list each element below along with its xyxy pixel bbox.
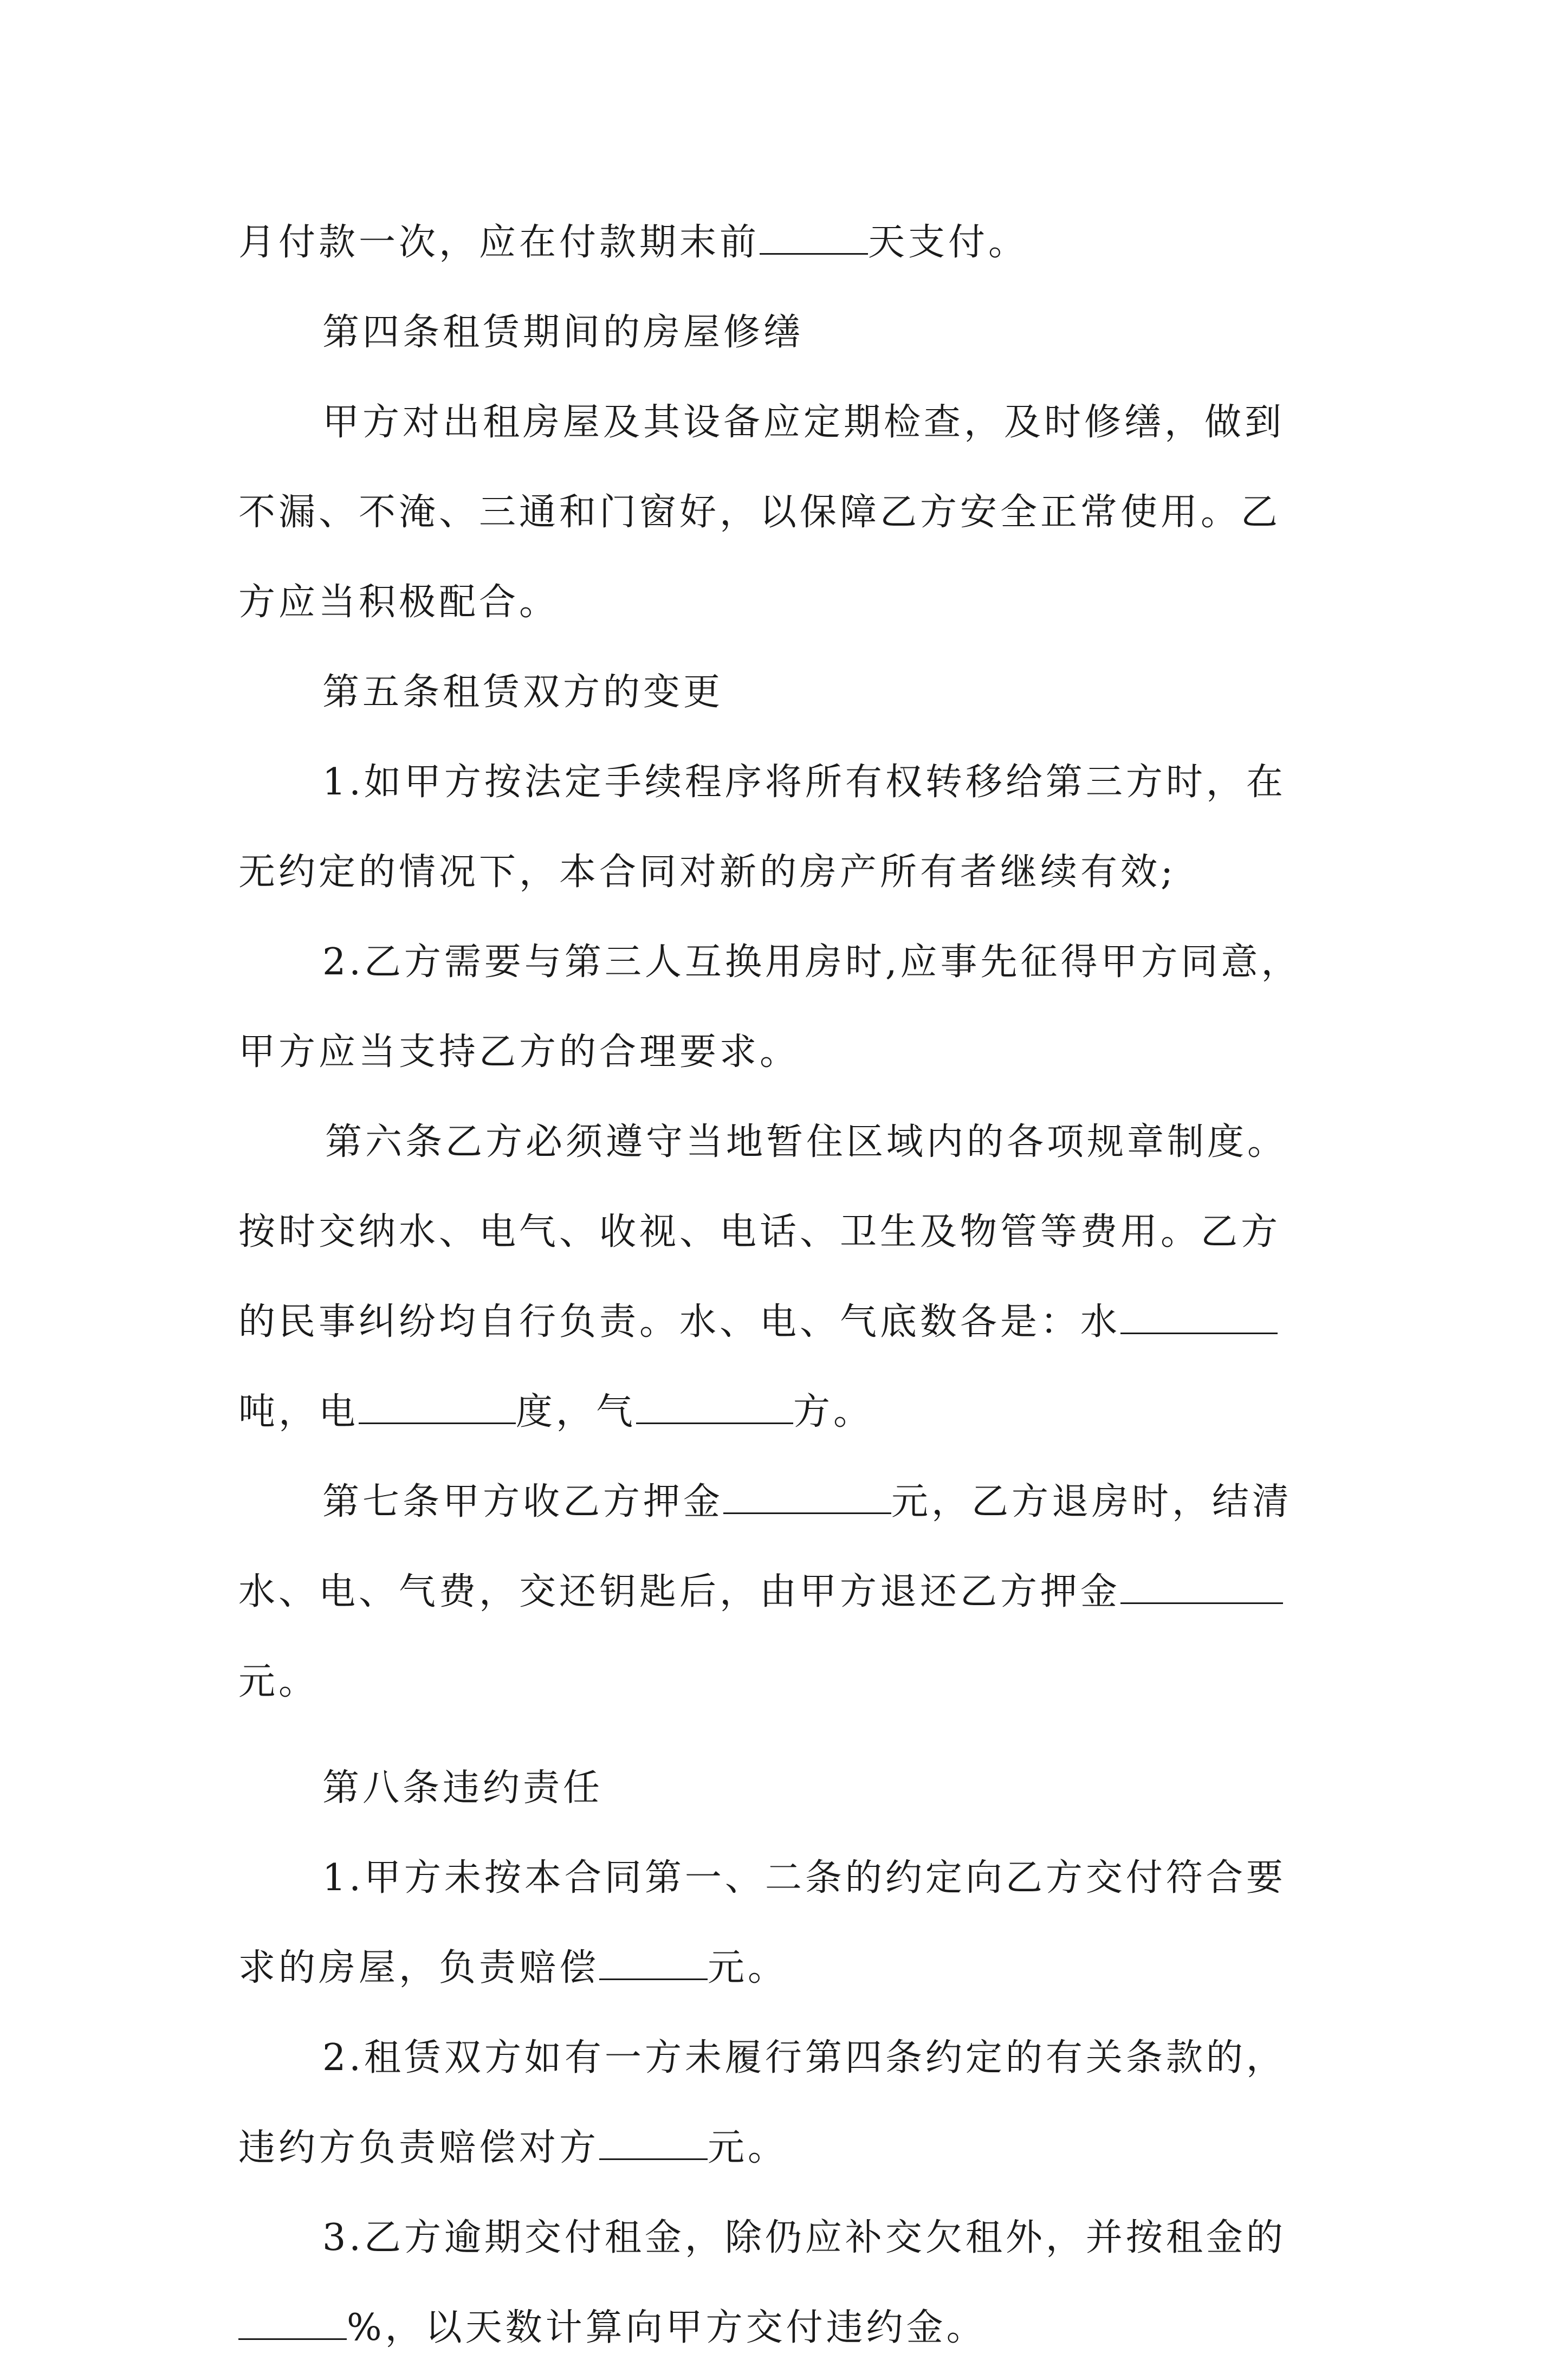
text-run: 求的房屋，负责赔偿 bbox=[238, 1947, 600, 1989]
paragraph-line: 元。 bbox=[238, 1660, 319, 1703]
paragraph-line bbox=[238, 1277, 1333, 1367]
text-run: 的民事纠纷均自行负责。水、电、气底数各是：水 bbox=[238, 1301, 1121, 1343]
text-run: %，以天数计算向甲方交付违约金。 bbox=[347, 2306, 987, 2349]
fill-blank bbox=[599, 1946, 708, 1980]
fill-blank bbox=[599, 2126, 708, 2160]
contract-text bbox=[238, 198, 1333, 2373]
paragraph-line: 按时交纳水、电气、收视、电话、卫生及物管等费用。乙方 bbox=[238, 1211, 1281, 1253]
fill-blank bbox=[1120, 1570, 1283, 1604]
paragraph-line bbox=[238, 198, 1333, 288]
paragraph-line: 1.如甲方按法定手续程序将所有权转移给第三方时，在 bbox=[322, 761, 1286, 804]
text-run: 第七条甲方收乙方押金 bbox=[322, 1480, 724, 1523]
fill-blank bbox=[636, 1390, 793, 1424]
paragraph-line: 甲方对出租房屋及其设备应定期检查，及时修缮，做到 bbox=[322, 401, 1285, 444]
section-heading-6: 第六条乙方必须遵守当地暂住区域内的各项规章制度。 bbox=[325, 1121, 1288, 1163]
section-heading-7 bbox=[238, 1457, 1333, 1547]
fill-blank bbox=[238, 2306, 347, 2340]
paragraph-line bbox=[238, 1367, 1333, 1457]
text-run: 元，乙方退房时，结清 bbox=[891, 1480, 1293, 1523]
paragraph-line: 甲方应当支持乙方的合理要求。 bbox=[238, 1031, 800, 1074]
fill-blank bbox=[723, 1480, 891, 1514]
text-run: 元。 bbox=[708, 2126, 788, 2169]
text-run: 月付款一次，应在付款期末前 bbox=[238, 221, 760, 264]
paragraph-line: 不漏、不淹、三通和门窗好，以保障乙方安全正常使用。乙 bbox=[238, 491, 1281, 534]
paragraph-line: 无约定的情况下，本合同对新的房产所有者继续有效; bbox=[238, 851, 1176, 894]
text-run: 吨，电 bbox=[238, 1391, 359, 1433]
paragraph-line: 2.乙方需要与第三人互换用房时,应事先征得甲方同意， bbox=[322, 941, 1301, 984]
paragraph-line bbox=[238, 2283, 1333, 2373]
section-heading-8: 第八条违约责任 bbox=[322, 1767, 604, 1809]
paragraph-gap bbox=[238, 1727, 1333, 1743]
text-run: 天支付。 bbox=[868, 221, 1029, 264]
paragraph-line: 方应当积极配合。 bbox=[238, 581, 560, 624]
fill-blank bbox=[760, 221, 868, 255]
paragraph-line: 2.租赁双方如有一方未履行第四条约定的有关条款的， bbox=[322, 2036, 1286, 2079]
paragraph-line: 1.甲方未按本合同第一、二条的约定向乙方交付符合要 bbox=[322, 1857, 1286, 1899]
paragraph-line: 3.乙方逾期交付租金，除仍应补交欠租外，并按租金的 bbox=[322, 2216, 1286, 2259]
paragraph-line bbox=[238, 2103, 1333, 2193]
text-run: 度，气 bbox=[516, 1391, 637, 1433]
text-run: 元。 bbox=[708, 1947, 788, 1989]
fill-blank bbox=[1120, 1300, 1278, 1334]
section-heading-4: 第四条租赁期间的房屋修缮 bbox=[322, 311, 804, 354]
paragraph-line bbox=[238, 1547, 1333, 1637]
paragraph-line bbox=[238, 1923, 1333, 2013]
text-run: 方。 bbox=[793, 1391, 874, 1433]
text-run: 水、电、气费，交还钥匙后，由甲方退还乙方押金 bbox=[238, 1570, 1121, 1613]
fill-blank bbox=[359, 1390, 516, 1424]
section-heading-5: 第五条租赁双方的变更 bbox=[322, 671, 724, 714]
text-run: 违约方负责赔偿对方 bbox=[238, 2126, 600, 2169]
